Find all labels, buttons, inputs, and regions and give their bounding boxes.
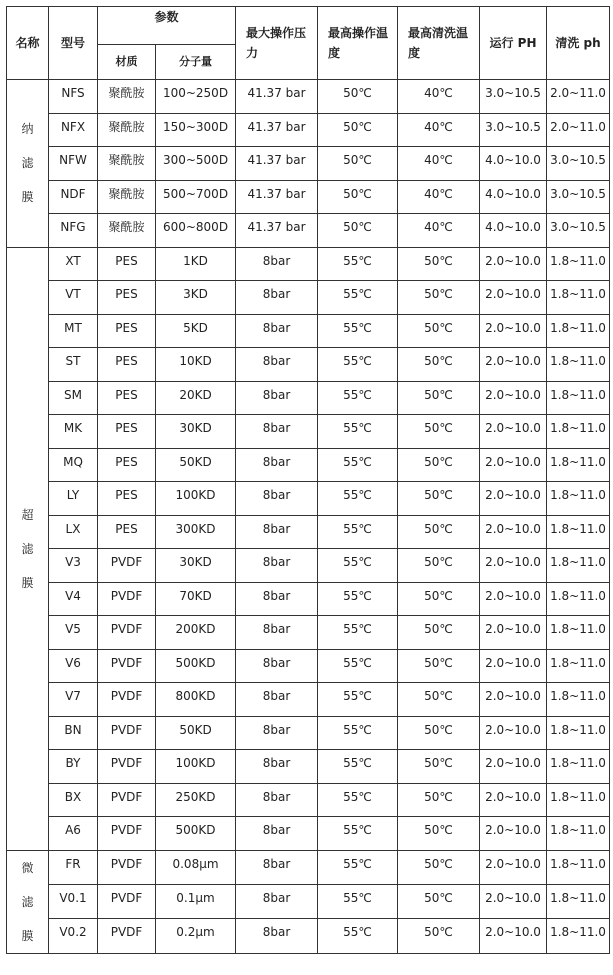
cell-material: PVDF — [98, 649, 156, 683]
cell-max-pressure: 41.37 bar — [236, 113, 318, 147]
cell-molecular-weight: 70KD — [156, 582, 236, 616]
cell-max-pressure: 41.37 bar — [236, 80, 318, 114]
cell-max-pressure: 8bar — [236, 582, 318, 616]
table-row — [7, 381, 610, 415]
table-row — [7, 80, 610, 114]
cell-max-clean-temp: 50℃ — [398, 482, 480, 516]
cell-molecular-weight: 0.08μm — [156, 850, 236, 884]
cell-model: BX — [49, 783, 98, 817]
cell-max-clean-temp: 50℃ — [398, 247, 480, 281]
cell-clean-ph: 3.0~10.5 — [547, 214, 610, 248]
cell-max-temp: 55℃ — [318, 716, 398, 750]
cell-clean-ph: 1.8~11.0 — [547, 649, 610, 683]
cell-max-pressure: 41.37 bar — [236, 180, 318, 214]
cell-run-ph: 2.0~10.0 — [480, 783, 547, 817]
category-char: 滤 — [21, 541, 34, 556]
cell-material: PES — [98, 448, 156, 482]
cell-max-clean-temp: 50℃ — [398, 683, 480, 717]
cell-model: V7 — [49, 683, 98, 717]
cell-material: PES — [98, 281, 156, 315]
table-row — [7, 180, 610, 214]
table-header — [7, 7, 610, 80]
cell-material: PES — [98, 415, 156, 449]
cell-max-temp: 55℃ — [318, 515, 398, 549]
table-row — [7, 783, 610, 817]
cell-run-ph: 2.0~10.0 — [480, 817, 547, 851]
cell-max-temp: 55℃ — [318, 582, 398, 616]
cell-model: V4 — [49, 582, 98, 616]
cell-molecular-weight: 50KD — [156, 448, 236, 482]
cell-run-ph: 2.0~10.0 — [480, 281, 547, 315]
cell-model: NDF — [49, 180, 98, 214]
cell-material: PVDF — [98, 919, 156, 953]
cell-run-ph: 2.0~10.0 — [480, 482, 547, 516]
table-row — [7, 515, 610, 549]
cell-model: ST — [49, 348, 98, 382]
table-row — [7, 482, 610, 516]
cell-max-clean-temp: 40℃ — [398, 147, 480, 181]
cell-max-temp: 55℃ — [318, 448, 398, 482]
cell-max-pressure: 8bar — [236, 281, 318, 315]
cell-clean-ph: 1.8~11.0 — [547, 850, 610, 884]
table-row — [7, 147, 610, 181]
table-row — [7, 683, 610, 717]
header-name: 名称 — [7, 7, 49, 80]
table-row — [7, 649, 610, 683]
cell-max-pressure: 8bar — [236, 716, 318, 750]
header-molecular-weight: 分子量 — [156, 45, 236, 80]
cell-clean-ph: 1.8~11.0 — [547, 448, 610, 482]
cell-clean-ph: 1.8~11.0 — [547, 884, 610, 918]
table-row — [7, 113, 610, 147]
cell-clean-ph: 1.8~11.0 — [547, 716, 610, 750]
table-row — [7, 281, 610, 315]
cell-max-pressure: 8bar — [236, 415, 318, 449]
cell-material: PES — [98, 348, 156, 382]
table-row — [7, 247, 610, 281]
cell-max-pressure: 8bar — [236, 448, 318, 482]
cell-max-temp: 55℃ — [318, 415, 398, 449]
cell-max-clean-temp: 40℃ — [398, 214, 480, 248]
cell-model: MT — [49, 314, 98, 348]
category-char: 膜 — [21, 928, 34, 943]
cell-clean-ph: 1.8~11.0 — [547, 817, 610, 851]
table-row — [7, 817, 610, 851]
cell-max-clean-temp: 40℃ — [398, 180, 480, 214]
cell-run-ph: 4.0~10.0 — [480, 147, 547, 181]
cell-max-clean-temp: 50℃ — [398, 750, 480, 784]
cell-clean-ph: 2.0~11.0 — [547, 80, 610, 114]
cell-max-clean-temp: 50℃ — [398, 649, 480, 683]
cell-material: PVDF — [98, 582, 156, 616]
cell-run-ph: 2.0~10.0 — [480, 683, 547, 717]
category-char: 超 — [21, 507, 34, 522]
cell-max-temp: 55℃ — [318, 616, 398, 650]
cell-model: VT — [49, 281, 98, 315]
cell-molecular-weight: 500KD — [156, 649, 236, 683]
cell-run-ph: 3.0~10.5 — [480, 113, 547, 147]
cell-max-pressure: 8bar — [236, 683, 318, 717]
table-row — [7, 616, 610, 650]
cell-model: NFG — [49, 214, 98, 248]
cell-max-pressure: 8bar — [236, 750, 318, 784]
cell-clean-ph: 1.8~11.0 — [547, 281, 610, 315]
cell-model: V6 — [49, 649, 98, 683]
cell-run-ph: 2.0~10.0 — [480, 716, 547, 750]
membrane-spec-table — [6, 6, 610, 954]
cell-model: V0.2 — [49, 919, 98, 953]
table-row — [7, 582, 610, 616]
cell-max-clean-temp: 50℃ — [398, 314, 480, 348]
cell-molecular-weight: 150~300D — [156, 113, 236, 147]
cell-model: MQ — [49, 448, 98, 482]
cell-max-temp: 55℃ — [318, 247, 398, 281]
cell-molecular-weight: 800KD — [156, 683, 236, 717]
cell-max-pressure: 8bar — [236, 549, 318, 583]
cell-max-temp: 50℃ — [318, 113, 398, 147]
cell-run-ph: 2.0~10.0 — [480, 919, 547, 953]
cell-material: 聚酰胺 — [98, 147, 156, 181]
cell-molecular-weight: 500~700D — [156, 180, 236, 214]
cell-max-pressure: 8bar — [236, 850, 318, 884]
cell-molecular-weight: 50KD — [156, 716, 236, 750]
cell-max-pressure: 8bar — [236, 314, 318, 348]
cell-model: V5 — [49, 616, 98, 650]
cell-molecular-weight: 300~500D — [156, 147, 236, 181]
header-max-clean-temp: 最高清洗温度 — [398, 7, 480, 80]
cell-molecular-weight: 500KD — [156, 817, 236, 851]
cell-max-clean-temp: 40℃ — [398, 80, 480, 114]
cell-material: 聚酰胺 — [98, 80, 156, 114]
cell-molecular-weight: 10KD — [156, 348, 236, 382]
table-body — [7, 80, 610, 954]
cell-model: BN — [49, 716, 98, 750]
cell-max-pressure: 41.37 bar — [236, 147, 318, 181]
cell-material: PES — [98, 515, 156, 549]
cell-clean-ph: 1.8~11.0 — [547, 247, 610, 281]
cell-max-clean-temp: 50℃ — [398, 281, 480, 315]
table-row — [7, 214, 610, 248]
cell-run-ph: 3.0~10.5 — [480, 80, 547, 114]
cell-max-temp: 55℃ — [318, 549, 398, 583]
cell-max-pressure: 8bar — [236, 783, 318, 817]
cell-run-ph: 4.0~10.0 — [480, 180, 547, 214]
cell-molecular-weight: 100KD — [156, 750, 236, 784]
cell-material: PVDF — [98, 549, 156, 583]
header-max-temp: 最高操作温度 — [318, 7, 398, 80]
table-row — [7, 415, 610, 449]
cell-model: SM — [49, 381, 98, 415]
cell-max-pressure: 8bar — [236, 381, 318, 415]
cell-material: PVDF — [98, 683, 156, 717]
cell-material: 聚酰胺 — [98, 113, 156, 147]
cell-run-ph: 2.0~10.0 — [480, 649, 547, 683]
cell-material: PES — [98, 381, 156, 415]
cell-max-temp: 55℃ — [318, 919, 398, 953]
cell-max-clean-temp: 50℃ — [398, 381, 480, 415]
cell-max-temp: 55℃ — [318, 683, 398, 717]
cell-model: A6 — [49, 817, 98, 851]
category-char: 滤 — [21, 894, 34, 909]
cell-model: FR — [49, 850, 98, 884]
category-cell — [7, 850, 49, 953]
cell-material: PVDF — [98, 817, 156, 851]
cell-model: XT — [49, 247, 98, 281]
category-cell — [7, 247, 49, 850]
cell-run-ph: 2.0~10.0 — [480, 884, 547, 918]
cell-molecular-weight: 20KD — [156, 381, 236, 415]
cell-max-clean-temp: 50℃ — [398, 817, 480, 851]
cell-molecular-weight: 30KD — [156, 415, 236, 449]
header-params: 参数 — [98, 7, 236, 45]
cell-molecular-weight: 300KD — [156, 515, 236, 549]
cell-model: V3 — [49, 549, 98, 583]
cell-max-temp: 55℃ — [318, 783, 398, 817]
cell-max-clean-temp: 50℃ — [398, 884, 480, 918]
cell-max-temp: 55℃ — [318, 884, 398, 918]
cell-clean-ph: 2.0~11.0 — [547, 113, 610, 147]
cell-model: V0.1 — [49, 884, 98, 918]
cell-molecular-weight: 5KD — [156, 314, 236, 348]
cell-max-temp: 50℃ — [318, 214, 398, 248]
cell-max-temp: 55℃ — [318, 850, 398, 884]
table-row — [7, 716, 610, 750]
cell-max-clean-temp: 50℃ — [398, 850, 480, 884]
cell-max-pressure: 8bar — [236, 919, 318, 953]
cell-molecular-weight: 1KD — [156, 247, 236, 281]
cell-max-pressure: 41.37 bar — [236, 214, 318, 248]
cell-max-clean-temp: 50℃ — [398, 783, 480, 817]
cell-material: PVDF — [98, 884, 156, 918]
cell-max-temp: 55℃ — [318, 482, 398, 516]
cell-max-temp: 50℃ — [318, 180, 398, 214]
cell-max-pressure: 8bar — [236, 616, 318, 650]
cell-run-ph: 2.0~10.0 — [480, 616, 547, 650]
cell-clean-ph: 3.0~10.5 — [547, 147, 610, 181]
cell-clean-ph: 1.8~11.0 — [547, 582, 610, 616]
cell-max-pressure: 8bar — [236, 348, 318, 382]
cell-max-pressure: 8bar — [236, 649, 318, 683]
cell-run-ph: 2.0~10.0 — [480, 750, 547, 784]
cell-model: NFX — [49, 113, 98, 147]
cell-material: PES — [98, 314, 156, 348]
cell-molecular-weight: 250KD — [156, 783, 236, 817]
cell-max-clean-temp: 50℃ — [398, 448, 480, 482]
header-clean-ph: 清洗 ph — [547, 7, 610, 80]
cell-model: MK — [49, 415, 98, 449]
cell-max-clean-temp: 50℃ — [398, 616, 480, 650]
cell-max-pressure: 8bar — [236, 515, 318, 549]
cell-clean-ph: 1.8~11.0 — [547, 348, 610, 382]
cell-model: NFW — [49, 147, 98, 181]
cell-max-pressure: 8bar — [236, 247, 318, 281]
category-char: 膜 — [21, 575, 34, 590]
cell-max-clean-temp: 50℃ — [398, 919, 480, 953]
cell-model: NFS — [49, 80, 98, 114]
cell-max-temp: 50℃ — [318, 80, 398, 114]
table-row — [7, 314, 610, 348]
cell-molecular-weight: 30KD — [156, 549, 236, 583]
cell-run-ph: 2.0~10.0 — [480, 381, 547, 415]
cell-run-ph: 2.0~10.0 — [480, 582, 547, 616]
cell-max-temp: 55℃ — [318, 750, 398, 784]
cell-run-ph: 2.0~10.0 — [480, 549, 547, 583]
cell-material: PVDF — [98, 783, 156, 817]
cell-run-ph: 2.0~10.0 — [480, 850, 547, 884]
table-row — [7, 750, 610, 784]
cell-clean-ph: 1.8~11.0 — [547, 515, 610, 549]
cell-max-temp: 55℃ — [318, 381, 398, 415]
cell-run-ph: 2.0~10.0 — [480, 314, 547, 348]
cell-run-ph: 2.0~10.0 — [480, 415, 547, 449]
cell-max-temp: 55℃ — [318, 649, 398, 683]
cell-clean-ph: 1.8~11.0 — [547, 314, 610, 348]
cell-molecular-weight: 3KD — [156, 281, 236, 315]
cell-molecular-weight: 0.2μm — [156, 919, 236, 953]
cell-clean-ph: 1.8~11.0 — [547, 482, 610, 516]
cell-material: 聚酰胺 — [98, 180, 156, 214]
cell-clean-ph: 1.8~11.0 — [547, 616, 610, 650]
cell-molecular-weight: 0.1μm — [156, 884, 236, 918]
table-row — [7, 448, 610, 482]
category-char: 滤 — [21, 156, 34, 171]
cell-clean-ph: 1.8~11.0 — [547, 549, 610, 583]
category-char: 纳 — [21, 122, 34, 137]
cell-material: PVDF — [98, 716, 156, 750]
header-model: 型号 — [49, 7, 98, 80]
cell-clean-ph: 1.8~11.0 — [547, 919, 610, 953]
table-row — [7, 919, 610, 953]
cell-max-clean-temp: 50℃ — [398, 515, 480, 549]
cell-run-ph: 2.0~10.0 — [480, 448, 547, 482]
cell-model: BY — [49, 750, 98, 784]
table-row — [7, 348, 610, 382]
cell-material: PVDF — [98, 616, 156, 650]
cell-run-ph: 2.0~10.0 — [480, 247, 547, 281]
cell-clean-ph: 1.8~11.0 — [547, 683, 610, 717]
category-cell — [7, 80, 49, 248]
cell-max-temp: 55℃ — [318, 281, 398, 315]
cell-clean-ph: 1.8~11.0 — [547, 783, 610, 817]
cell-run-ph: 4.0~10.0 — [480, 214, 547, 248]
cell-max-temp: 55℃ — [318, 314, 398, 348]
header-max-pressure: 最大操作压力 — [236, 7, 318, 80]
cell-max-clean-temp: 50℃ — [398, 549, 480, 583]
cell-molecular-weight: 600~800D — [156, 214, 236, 248]
cell-clean-ph: 1.8~11.0 — [547, 750, 610, 784]
cell-run-ph: 2.0~10.0 — [480, 515, 547, 549]
cell-max-pressure: 8bar — [236, 817, 318, 851]
table-row — [7, 884, 610, 918]
cell-max-pressure: 8bar — [236, 884, 318, 918]
cell-model: LY — [49, 482, 98, 516]
category-char: 膜 — [21, 190, 34, 205]
cell-clean-ph: 1.8~11.0 — [547, 415, 610, 449]
cell-max-clean-temp: 50℃ — [398, 348, 480, 382]
cell-material: PES — [98, 247, 156, 281]
cell-molecular-weight: 200KD — [156, 616, 236, 650]
cell-molecular-weight: 100KD — [156, 482, 236, 516]
cell-material: 聚酰胺 — [98, 214, 156, 248]
cell-max-clean-temp: 50℃ — [398, 582, 480, 616]
cell-molecular-weight: 100~250D — [156, 80, 236, 114]
table-row — [7, 850, 610, 884]
cell-clean-ph: 1.8~11.0 — [547, 381, 610, 415]
cell-run-ph: 2.0~10.0 — [480, 348, 547, 382]
header-run-ph: 运行 PH — [480, 7, 547, 80]
cell-max-clean-temp: 40℃ — [398, 113, 480, 147]
cell-max-temp: 55℃ — [318, 817, 398, 851]
cell-max-pressure: 8bar — [236, 482, 318, 516]
cell-clean-ph: 3.0~10.5 — [547, 180, 610, 214]
cell-material: PVDF — [98, 750, 156, 784]
cell-max-clean-temp: 50℃ — [398, 716, 480, 750]
cell-max-temp: 50℃ — [318, 147, 398, 181]
cell-material: PVDF — [98, 850, 156, 884]
category-char: 微 — [21, 860, 34, 875]
table-row — [7, 549, 610, 583]
cell-material: PES — [98, 482, 156, 516]
header-material: 材质 — [98, 45, 156, 80]
cell-model: LX — [49, 515, 98, 549]
cell-max-temp: 55℃ — [318, 348, 398, 382]
cell-max-clean-temp: 50℃ — [398, 415, 480, 449]
